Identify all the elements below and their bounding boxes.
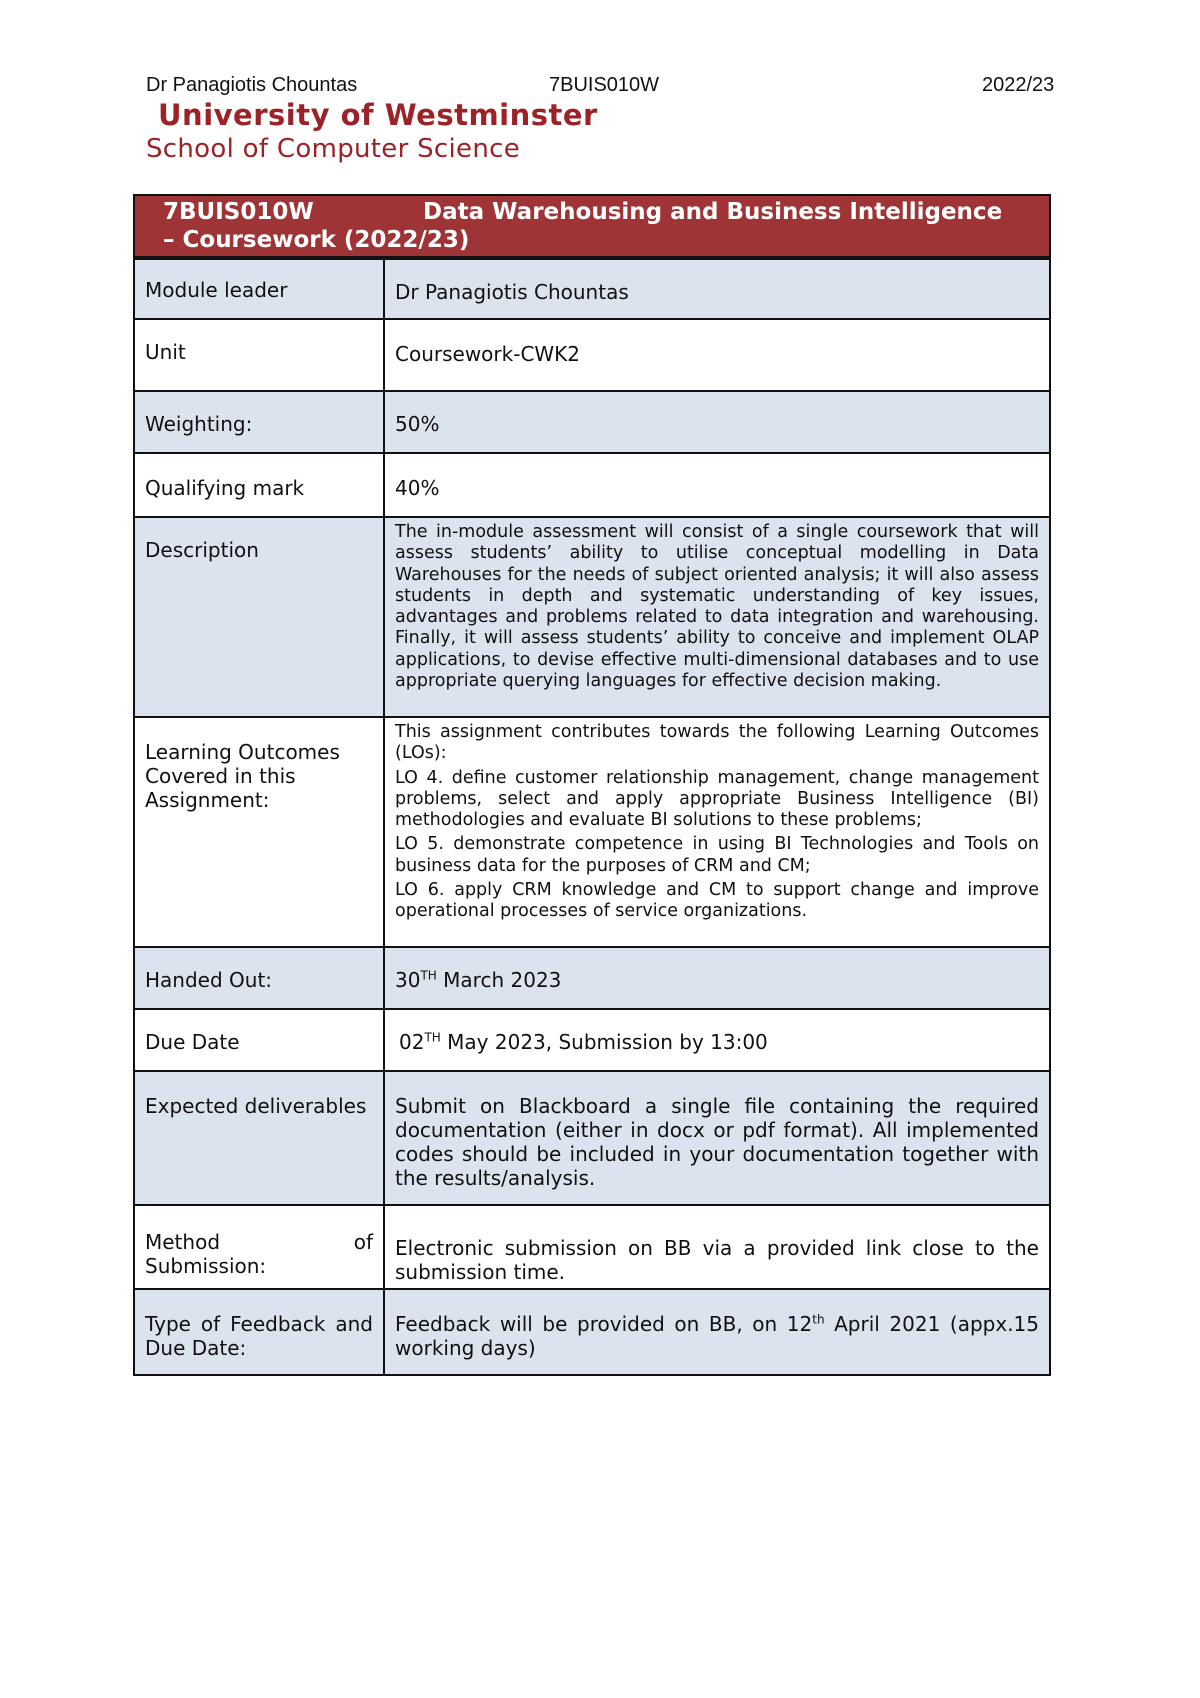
weighting-value: 50% (395, 412, 440, 436)
feedback-pre: Feedback will be provided on BB, on 12 (395, 1312, 813, 1336)
feedback-post: April 2021 (appx.15 working days) (395, 1312, 1039, 1360)
row-qualifying-mark (135, 452, 1049, 516)
deliverables-label: Expected deliverables (135, 1072, 385, 1204)
coursework-table (133, 194, 1051, 1376)
row-module-leader (135, 258, 1049, 318)
row-feedback (135, 1288, 1049, 1374)
lo-4: LO 4. define customer relationship management, change management problems, select and apply appropriate Business Intelligence (BI) methodologies and evaluate BI solutions to these problems; (395, 767, 1039, 831)
header-module-code: 7BUIS010W (549, 74, 660, 96)
handed-out-rest: March 2023 (436, 968, 562, 992)
feedback-value (385, 1290, 1049, 1374)
row-description (135, 516, 1049, 716)
feedback-label: Type of Feedback and Due Date: (135, 1290, 385, 1374)
row-unit (135, 318, 1049, 390)
description-value: The in-module assessment will consist of a single coursework that will assess students’ ability to utilise conceptual modelling in Data Warehouses for the needs of subject oriented analysis; it will also assess students in depth and systematic understanding of key issues, advantages and problems related to data integration and warehousing. Finally, it will assess students’ ability to conceive and implement OLAP applications, to devise effective multi-dimensional databases and to use appropriate querying languages for effective decision making. (395, 522, 1039, 692)
row-handed-out (135, 946, 1049, 1008)
row-deliverables (135, 1070, 1049, 1204)
weighting-label: Weighting: (135, 392, 385, 452)
row-weighting (135, 390, 1049, 452)
due-date-value (385, 1010, 1049, 1070)
handed-out-sup: TH (420, 968, 437, 983)
module-leader-value: Dr Panagiotis Chountas (395, 280, 629, 304)
handed-out-label: Handed Out: (135, 948, 385, 1008)
learning-outcomes-label: Learning Outcomes Covered in this Assignment: (135, 718, 385, 946)
header-author: Dr Panagiotis Chountas (146, 74, 358, 96)
method-value: Electronic submission on BB via a provided link close to the submission time. (395, 1236, 1039, 1284)
school-name: School of Computer Science (146, 134, 521, 164)
unit-value: Coursework-CWK2 (395, 342, 581, 366)
feedback-sup: th (812, 1312, 825, 1327)
deliverables-value: Submit on Blackboard a single file containing the required documentation (either in docx or pdf format). All implemented codes should be included in your documentation together with the results/analysis. (395, 1094, 1039, 1190)
lo-5: LO 5. demonstrate competence in using BI Technologies and Tools on business data for the purposes of CRM and CM; (395, 834, 1039, 876)
description-label: Description (135, 518, 385, 716)
handed-out-day: 30 (395, 968, 421, 992)
lo-6: LO 6. apply CRM knowledge and CM to support change and improve operational processes of service organizations. (395, 880, 1039, 922)
row-method (135, 1204, 1049, 1288)
qualifying-mark-value: 40% (395, 476, 440, 500)
lo-intro: This assignment contributes towards the following Learning Outcomes (LOs): (395, 722, 1039, 764)
title-code: 7BUIS010W (163, 199, 314, 225)
header-year: 2022/23 (982, 74, 1055, 96)
learning-outcomes-value (385, 718, 1049, 946)
university-name: University of Westminster (158, 98, 598, 132)
module-leader-label: Module leader (135, 260, 385, 318)
due-date-rest: May 2023, Submission by 13:00 (440, 1030, 768, 1054)
title-line2: – Coursework (2022/23) (163, 227, 470, 253)
unit-label: Unit (135, 320, 385, 390)
method-label-text: Method of Submission: (145, 1230, 373, 1278)
method-label (135, 1206, 385, 1288)
qualifying-mark-label: Qualifying mark (135, 454, 385, 516)
row-learning-outcomes (135, 716, 1049, 946)
title-name: Data Warehousing and Business Intelligence (423, 199, 1003, 225)
row-due-date (135, 1008, 1049, 1070)
table-title (135, 196, 1049, 258)
due-date-day: 02 (399, 1030, 425, 1054)
handed-out-value (385, 948, 1049, 1008)
due-date-label: Due Date (135, 1010, 385, 1070)
due-date-sup: TH (424, 1030, 441, 1045)
